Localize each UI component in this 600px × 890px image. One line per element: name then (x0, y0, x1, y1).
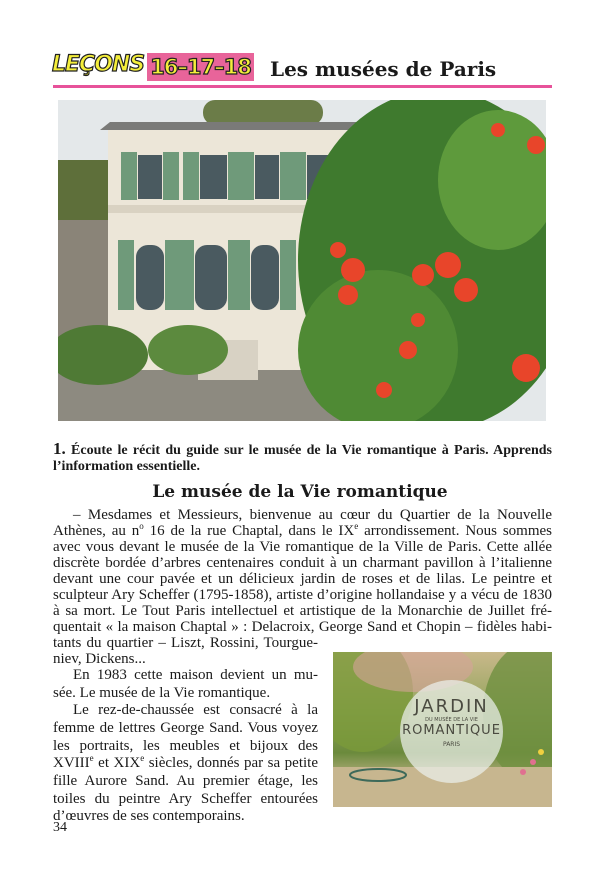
lessons-label: LEÇONS (52, 52, 145, 77)
text-line (53, 755, 318, 772)
text-fragment: XVIII (53, 755, 90, 771)
text-line: femme de lettres George Sand. Vous voyez (53, 720, 318, 736)
sign-bottom: ROMANTIQUE (402, 723, 501, 738)
lesson-numbers: 16–17–18 (147, 53, 254, 81)
text-fragment: arrondissement. Nous sommes (358, 523, 553, 539)
text-line: discrète bordée d’arbres centenaires conduit à un charmant pavillon à l’italienne (53, 555, 552, 571)
text-line: tants du quartier – Liszt, Rossini, Tourgue- (53, 635, 318, 651)
text-line: avec vous devant le musée de la Vie romantique de la Ville de Paris. Cette allée (53, 539, 552, 555)
text-line: les portraits, les meubles et bijoux des (53, 738, 318, 754)
garden-sign (400, 680, 503, 783)
text-title: Le musée de la Vie romantique (152, 482, 448, 502)
superscript: e (140, 753, 145, 763)
text-line: à sa mort. Le Tout Paris intellectuel et artistique de la Monarchie de Juillet fré- (53, 603, 552, 619)
text-line: – Mesdames et Messieurs, bienvenue au cœur du Quartier de la Nouvelle (73, 507, 552, 523)
text-line: En 1983 cette maison devient un mu- (73, 667, 318, 683)
text-line: d’œuvres de ses contemporains. (53, 808, 245, 824)
text-line: niev, Dickens... (53, 651, 146, 667)
text-fragment: siècles, donnés par sa petite (144, 755, 318, 771)
text-line: sée. Le musée de la Vie romantique. (53, 685, 271, 701)
task-number: 1. (53, 439, 66, 458)
text-fragment: Athènes, au n (53, 523, 140, 539)
text-line: toiles du peintre Ary Scheffer entourées (53, 791, 318, 807)
sign-top: JARDIN (414, 696, 489, 717)
sign-middle: DU MUSÉE DE LA VIE (425, 717, 478, 723)
superscript: e (89, 753, 94, 763)
title-underline (53, 85, 552, 88)
text-line: fille Aurore Sand. Au premier étage, les (53, 773, 318, 789)
page-number: 34 (53, 820, 67, 835)
garden-photo (333, 652, 552, 807)
sign-city: PARIS (442, 741, 461, 748)
task-instruction (53, 441, 552, 475)
task-text: Écoute le récit du guide sur le musée de la Vie romantique à Paris. Apprends l’information essentielle. (53, 443, 553, 474)
text-line (53, 523, 552, 540)
text-line: sculpteur Ary Scheffer (1795-1858), artiste d’origine hollandaise y a vécu de 1830 (53, 587, 552, 603)
page-title: Les musées de Paris (270, 57, 497, 81)
superscript: e (354, 521, 359, 531)
text-fragment: 16 de la rue Chaptal, dans le IX (143, 523, 355, 539)
museum-house-photo (58, 100, 546, 421)
text-fragment: et XIX (93, 755, 141, 771)
text-line: Le rez-de-chaussée est consacré à la (73, 702, 318, 718)
text-line: quentait « la maison Chaptal » : Delacroix, George Sand et Chopin – fidèles habi- (53, 619, 552, 635)
superscript: o (139, 521, 144, 531)
text-line: devant une cour pavée et un délicieux jardin de roses et de lilas. Le peintre et (53, 571, 552, 587)
